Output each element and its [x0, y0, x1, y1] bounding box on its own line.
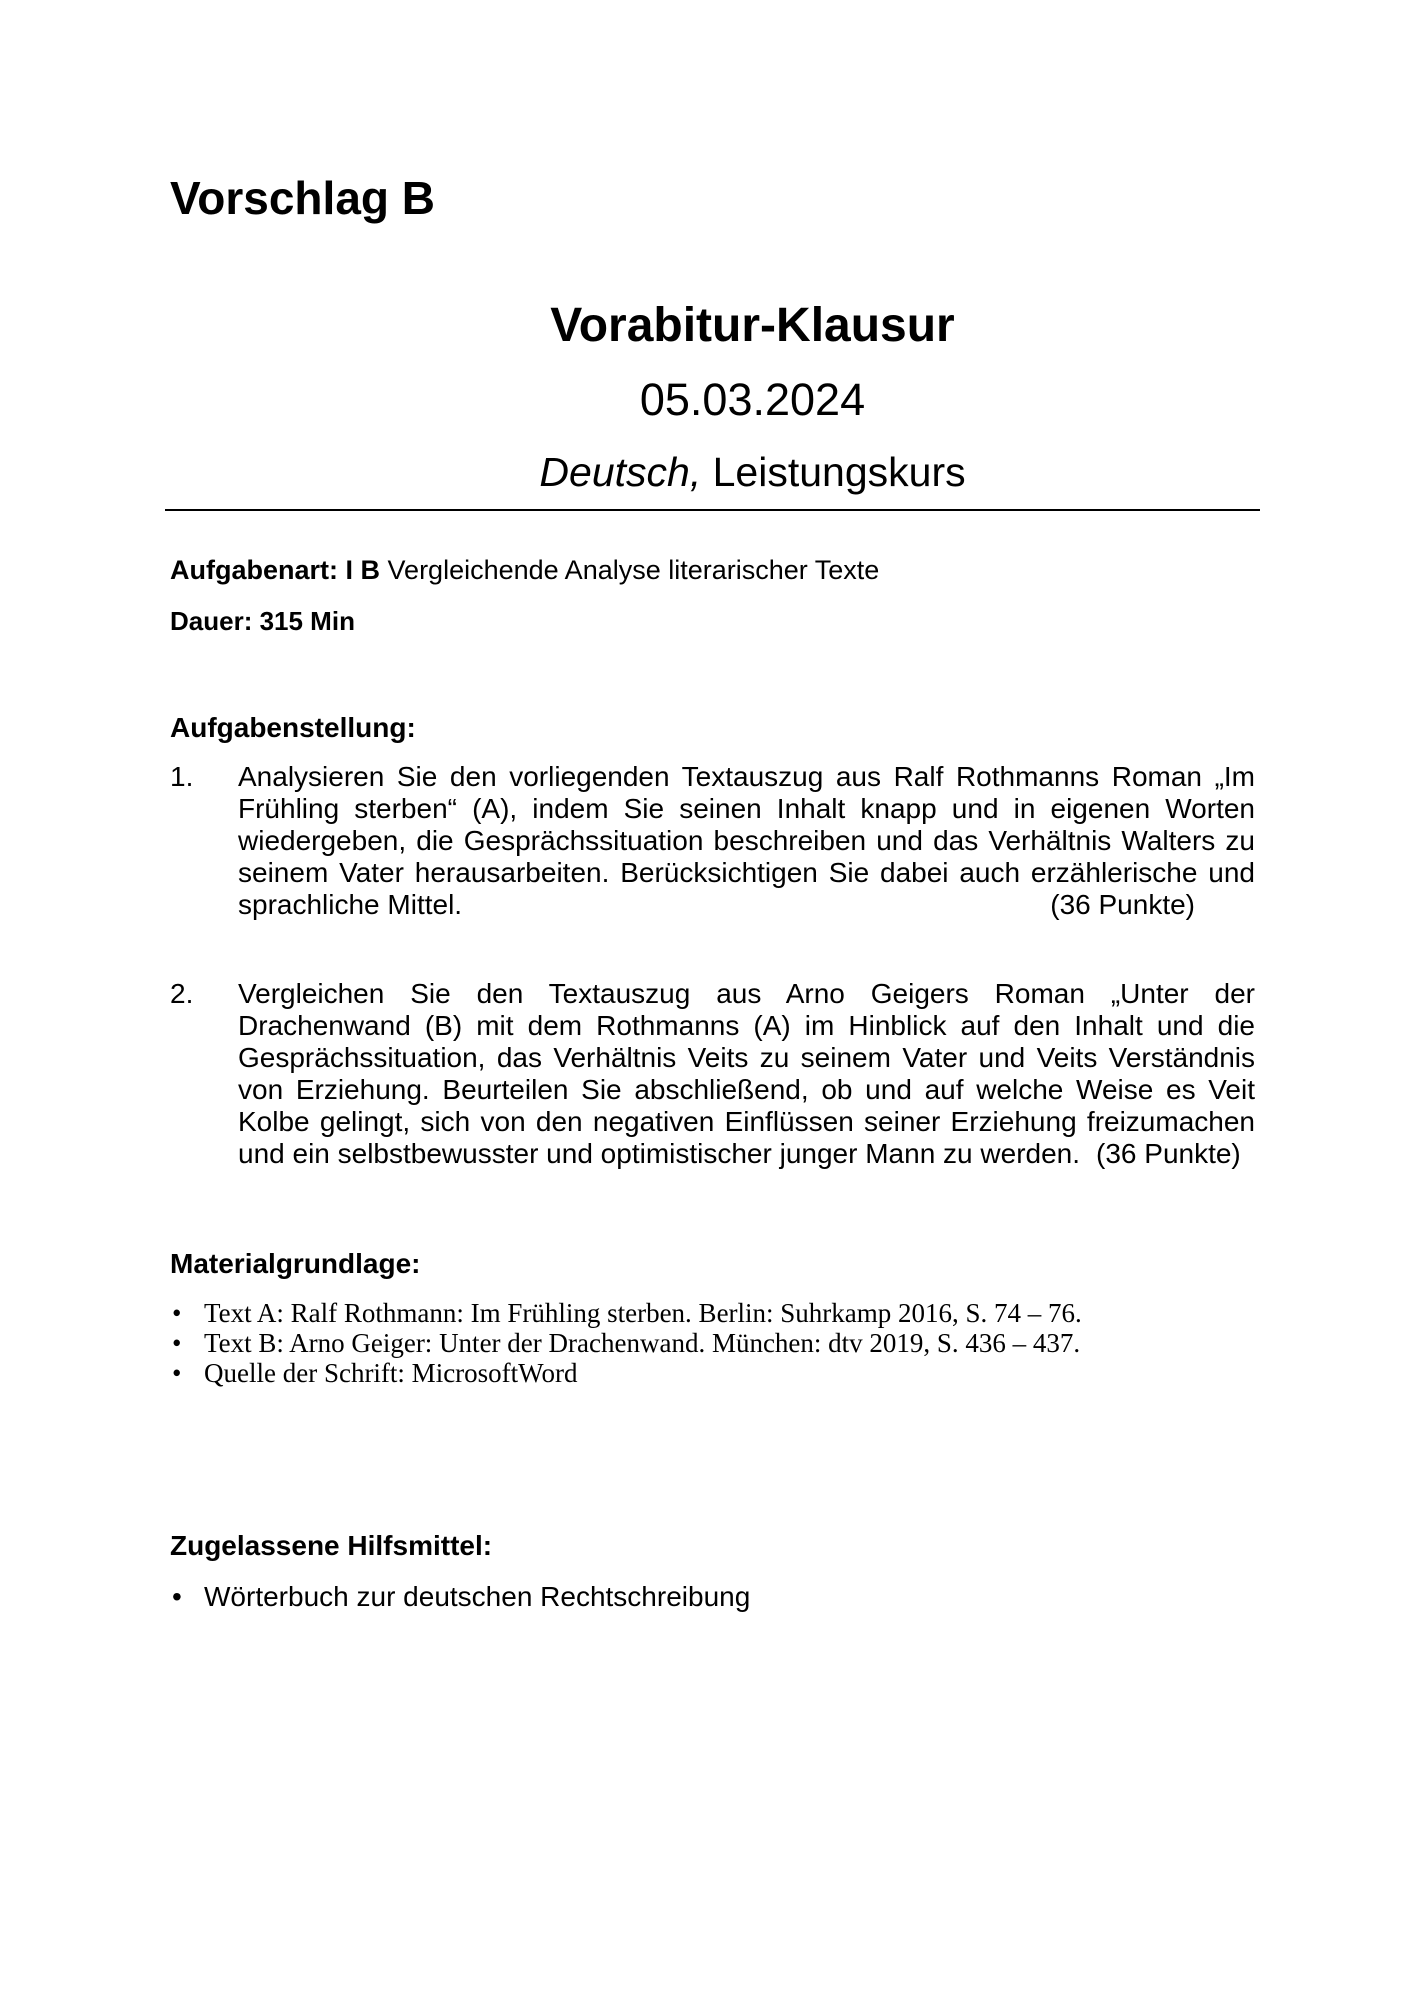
exam-subject: Deutsch, [539, 449, 702, 495]
task-number: 1. [170, 761, 194, 792]
list-item: • Quelle der Schrift: MicrosoftWord [170, 1358, 1082, 1388]
task-type-value: Vergleichende Analyse literarischer Texte [387, 555, 880, 585]
list-item: • Wörterbuch zur deutschen Rechtschreibung [170, 1580, 750, 1614]
aids-list [170, 1580, 750, 1614]
task-type-line [170, 553, 879, 587]
duration-line: Dauer: 315 Min [170, 606, 355, 636]
header-divider [165, 509, 1260, 511]
task-description: Analysieren Sie den vorliegenden Textauszug aus Ralf Rothmanns Roman „Im Frühling sterben“ (A), indem Sie seinen Inhalt knapp und in eigenen Worten wiedergeben, die Gesprächssituation beschreiben und das Verhältnis Walters zu seinem Vater herausarbeiten. Berücksichtigen Sie dabei auch erzählerische und sprachliche Mittel. [238, 761, 1255, 920]
task-item-1 [170, 761, 1255, 921]
task-points: (36 Punkte) [1050, 889, 1195, 920]
materials-heading: Materialgrundlage: [170, 1248, 421, 1279]
task-type-label: Aufgabenart: I B [170, 555, 381, 585]
exam-course: Leistungskurs [712, 449, 966, 495]
task-description: Vergleichen Sie den Textauszug aus Arno Geigers Roman „Unter der Drachenwand (B) mit dem Rothmanns (A) im Hinblick auf den Inhalt und die Gesprächssituation, das Verhältnis Veits zu seinem Vater und Veits Verständnis von Erziehung. Beurteilen Sie abschließend, ob und auf welche Weise es Veit Kolbe gelingt, sich von den negativen Einflüssen seiner Erziehung freizumachen und ein selbstbewusster und optimistischer junger Mann zu werden. [238, 978, 1255, 1169]
task-points: (36 Punkte) [1096, 1138, 1241, 1169]
exam-header [165, 296, 1260, 498]
aids-heading: Zugelassene Hilfsmittel: [170, 1530, 493, 1561]
proposal-label: Vorschlag B [170, 172, 435, 224]
task-number: 2. [170, 978, 194, 1009]
task-item-2 [170, 978, 1255, 1170]
exam-title: Vorabitur-Klausur [550, 299, 955, 352]
exam-date: 05.03.2024 [639, 374, 866, 425]
task-text [238, 978, 1255, 1170]
exam-subject-line [165, 446, 1260, 498]
task-text [238, 761, 1255, 921]
materials-list [170, 1298, 1082, 1388]
list-item: • Text A: Ralf Rothmann: Im Frühling sterben. Berlin: Suhrkamp 2016, S. 74 – 76. [170, 1298, 1082, 1328]
list-item: • Text B: Arno Geiger: Unter der Drachenwand. München: dtv 2019, S. 436 – 437. [170, 1328, 1082, 1358]
tasks-heading: Aufgabenstellung: [170, 712, 416, 743]
